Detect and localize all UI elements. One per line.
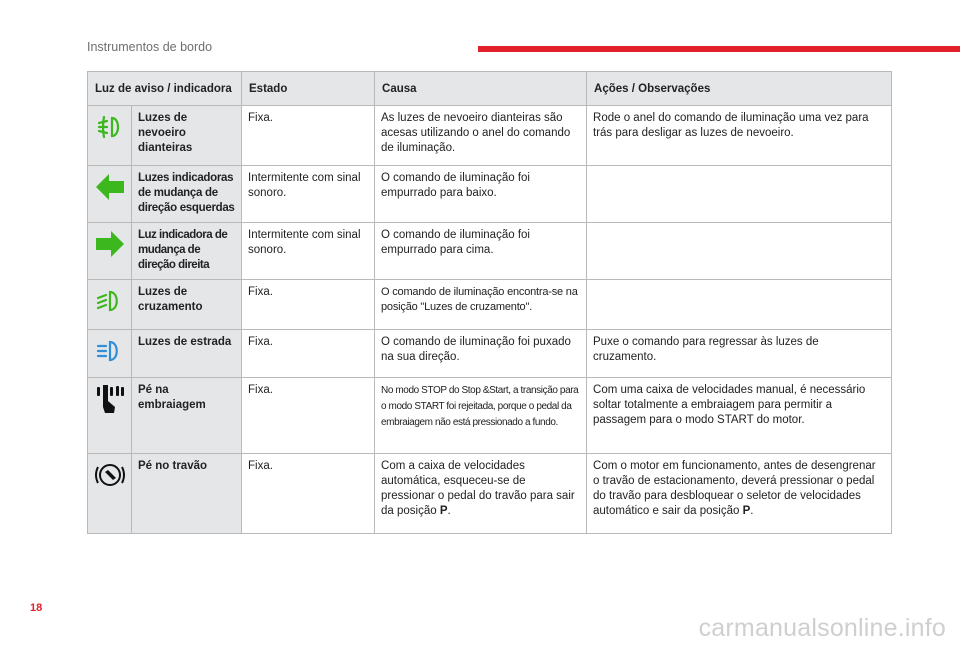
right-arrow-icon (94, 228, 126, 260)
table-row (88, 106, 892, 166)
lamp-cause: As luzes de nevoeiro dianteiras são acesas utilizando o anel do comando de iluminação. (375, 106, 587, 166)
lamp-name: Luzes de cruzamento (132, 280, 242, 330)
left-arrow-icon (94, 171, 126, 203)
lamp-cause: O comando de iluminação encontra-se na posição "Luzes de cruzamento". (375, 280, 587, 330)
lamp-action (587, 166, 892, 223)
lamp-state: Intermitente com sinal sonoro. (242, 166, 375, 223)
table-row (88, 330, 892, 378)
section-accent-bar (478, 46, 960, 52)
lamp-cause: No modo STOP do Stop &Start, a transição para o modo START foi rejeitada, porque o pedal da embraiagem não está pressionado a fundo. (375, 378, 587, 454)
lamp-name: Luzes de nevoeiro dianteiras (132, 106, 242, 166)
warning-lamps-table (87, 71, 892, 534)
table-row (88, 378, 892, 454)
lamp-cause: O comando de iluminação foi empurrado para baixo. (375, 166, 587, 223)
column-header-state: Estado (242, 72, 375, 106)
main-beam-icon (94, 335, 126, 367)
front-fog-lamp-icon (94, 111, 126, 143)
section-title: Instrumentos de bordo (87, 40, 213, 54)
action-text: Com o motor em funcionamento, antes de desengrenar o travão de estacionamento, deverá pressionar o pedal do travão para desbloquear o seletor de velocidades automático e sair da posição (593, 460, 876, 517)
page-number: 18 (30, 602, 43, 614)
action-end: . (750, 505, 754, 517)
table-row (88, 280, 892, 330)
lamp-state: Intermitente com sinal sonoro. (242, 223, 375, 280)
foot-on-clutch-icon (94, 383, 126, 415)
cause-end: . (447, 505, 451, 517)
lamp-action: Com uma caixa de velocidades manual, é necessário soltar totalmente a embraiagem para permitir a passagem para o modo START do motor. (587, 378, 892, 454)
lamp-action: Rode o anel do comando de iluminação uma vez para trás para desligar as luzes de nevoeiro. (587, 106, 892, 166)
column-header-actions: Ações / Observações (587, 72, 892, 106)
foot-on-brake-icon (94, 459, 126, 491)
lamp-state: Fixa. (242, 330, 375, 378)
lamp-name: Pé no travão (132, 454, 242, 534)
lamp-action (587, 223, 892, 280)
gear-position: P (742, 505, 751, 517)
lamp-name: Luzes indicadoras de mudança de direção esquerdas (132, 166, 242, 223)
dipped-beam-icon (94, 285, 126, 317)
lamp-action (587, 454, 892, 534)
table-row (88, 166, 892, 223)
lamp-name: Luz indicadora de mudança de direção direita (132, 223, 242, 280)
lamp-name: Luzes de estrada (132, 330, 242, 378)
table-row (88, 223, 892, 280)
lamp-cause: O comando de iluminação foi empurrado para cima. (375, 223, 587, 280)
lamp-state: Fixa. (242, 280, 375, 330)
lamp-state: Fixa. (242, 454, 375, 534)
lamp-state: Fixa. (242, 378, 375, 454)
lamp-action (587, 280, 892, 330)
lamp-name: Pé na embraiagem (132, 378, 242, 454)
lamp-action: Puxe o comando para regressar às luzes de cruzamento. (587, 330, 892, 378)
lamp-cause: O comando de iluminação foi puxado na sua direção. (375, 330, 587, 378)
table-header-row (88, 72, 892, 106)
lamp-state: Fixa. (242, 106, 375, 166)
gear-position: P (439, 505, 448, 517)
column-header-cause: Causa (375, 72, 587, 106)
cause-text: Com a caixa de velocidades automática, esqueceu-se de pressionar o pedal do travão para sair da posição (381, 460, 575, 517)
watermark: carmanualsonline.info (698, 614, 946, 642)
table-row (88, 454, 892, 534)
column-header-lamp: Luz de aviso / indicadora (88, 72, 242, 106)
lamp-cause (375, 454, 587, 534)
